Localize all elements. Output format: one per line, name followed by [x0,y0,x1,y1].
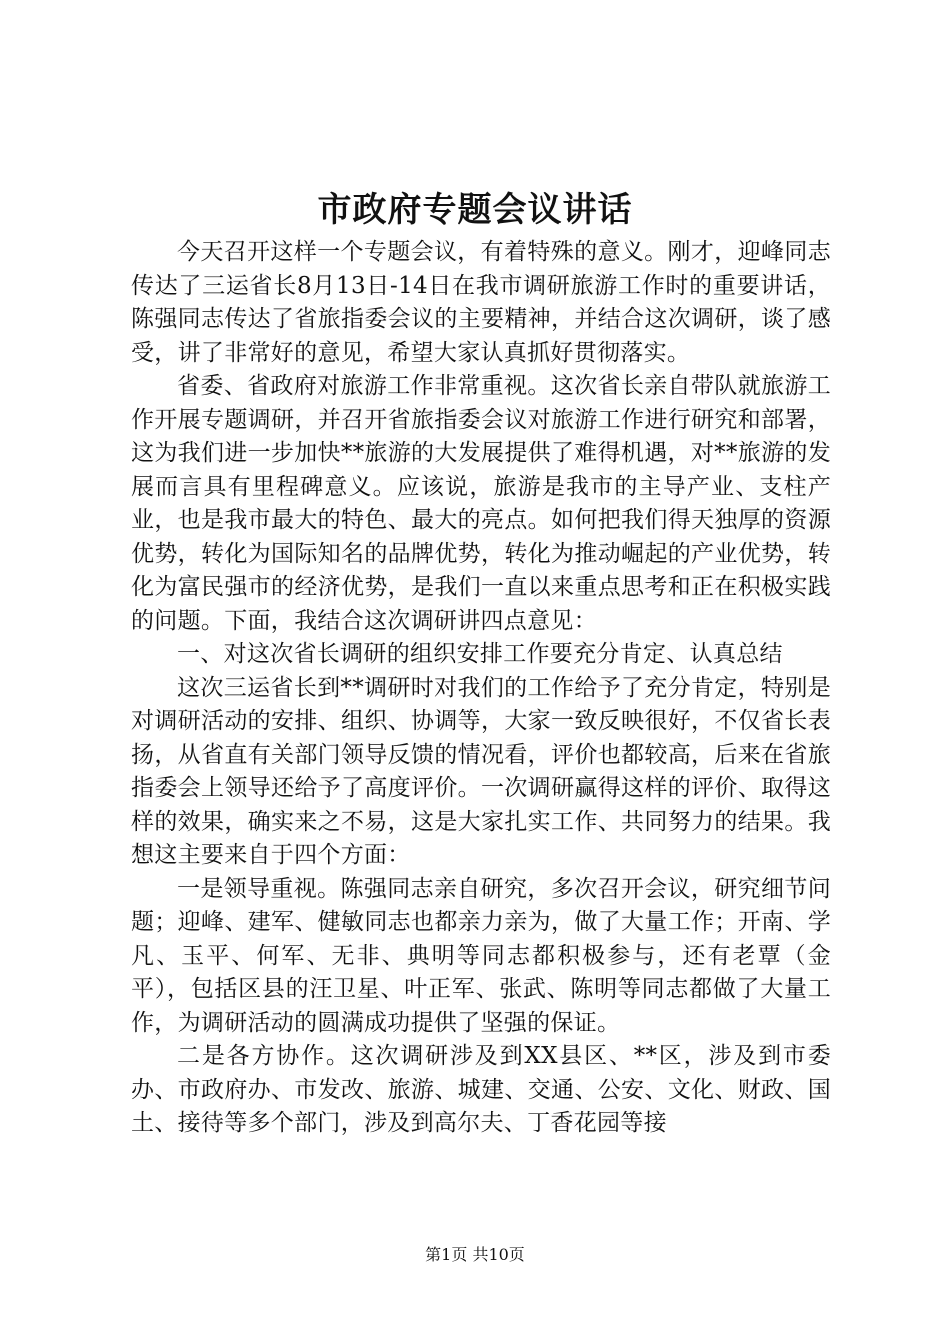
paragraph-background: 省委、省政府对旅游工作非常重视。这次省长亲自带队就旅游工作开展专题调研，并召开省旅指委会议对旅游工作进行研究和部署，这为我们进一步加快**旅游的大发展提供了难得机遇，对**旅游的发展而言具有里程碑意义。应该说，旅游是我市的主导产业、支柱产业，也是我市最大的特色、最大的亮点。如何把我们得天独厚的资源优势，转化为国际知名的品牌优势，转化为推动崛起的产业优势，转化为富民强市的经济优势，是我们一直以来重点思考和正在积极实践的问题。下面，我结合这次调研讲四点意见： [131,373,831,634]
paragraph-assessment: 这次三运省长到**调研时对我们的工作给予了充分肯定，特别是对调研活动的安排、组织、协调等，大家一致反映很好，不仅省长表扬，从省直有关部门领导反馈的情况看，评价也都较高，后来在省旅指委会上领导还给予了高度评价。一次调研赢得这样的评价、取得这样的效果，确实来之不易，这是大家扎实工作、共同努力的结果。我想这主要来自于四个方面： [131,674,831,868]
document-body [131,236,831,1141]
section-heading-1: 一、对这次省长调研的组织安排工作要充分肯定、认真总结 [177,641,783,667]
page-number-footer: 第1页 共10页 [425,1245,525,1264]
document-title: 市政府专题会议讲话 [317,190,633,230]
paragraph-point-2: 二是各方协作。这次调研涉及到XX县区、**区，涉及到市委办、市政府办、市发改、旅游、城建、交通、公安、文化、财政、国土、接待等多个部门，涉及到高尔夫、丁香花园等接 [131,1043,831,1136]
paragraph-intro: 今天召开这样一个专题会议，有着特殊的意义。刚才，迎峰同志传达了三运省长8月13日-14日在我市调研旅游工作时的重要讲话，陈强同志传达了省旅指委会议的主要精神，并结合这次调研，谈了感受，讲了非常好的意见，希望大家认真抓好贯彻落实。 [131,239,831,366]
paragraph-point-1: 一是领导重视。陈强同志亲自研究，多次召开会议，研究细节问题；迎峰、建军、健敏同志也都亲力亲为，做了大量工作；开南、学凡、玉平、何军、无非、典明等同志都积极参与，还有老覃（金平），包括区县的汪卫星、叶正军、张武、陈明等同志都做了大量工作，为调研活动的圆满成功提供了坚强的保证。 [131,875,831,1036]
